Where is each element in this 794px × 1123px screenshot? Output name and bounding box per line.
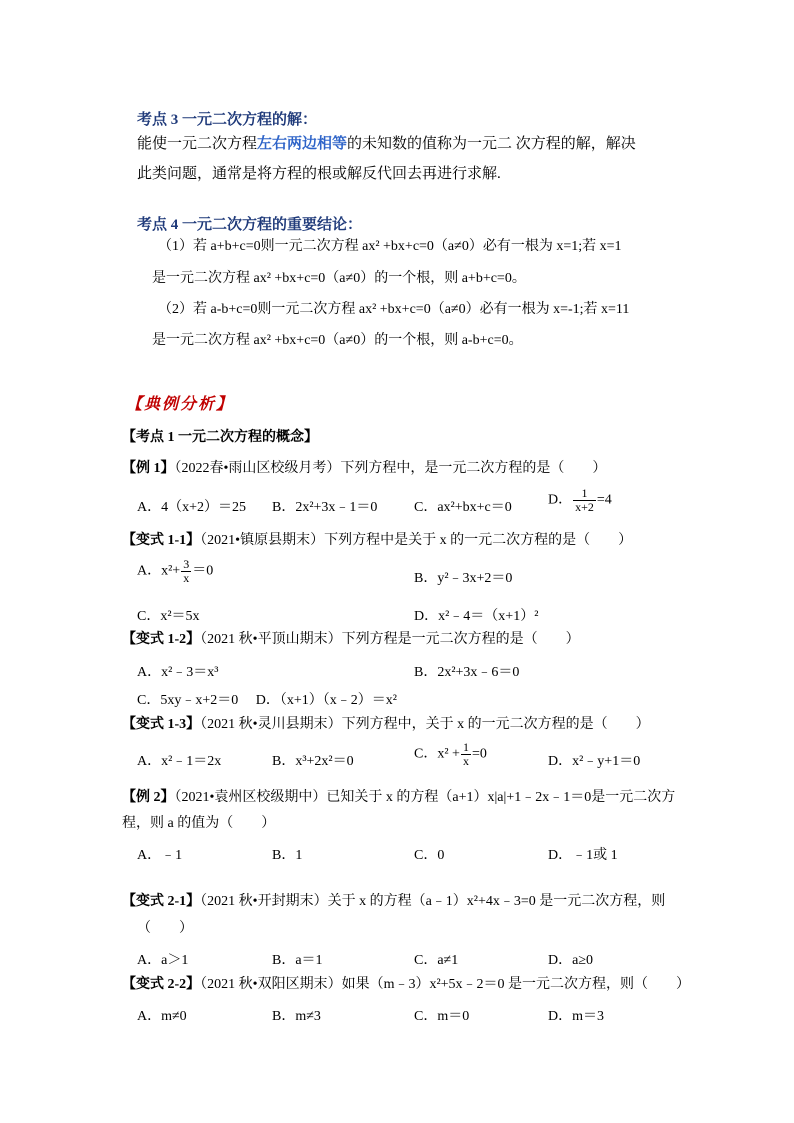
ex2-option-b: B．1 [272,848,303,863]
v13-option-c [414,741,487,768]
v11-option-d: D．x²﹣4＝（x+1）² [414,609,539,624]
v11-stem: （2021•镇原县期末）下列方程中是关于 x 的一元二次方程的是（ ） [200,533,633,548]
kp3-highlight: 左右两边相等 [257,136,348,152]
v13-c-fraction [461,741,471,768]
v11-a-fraction [181,558,191,585]
ex1-d-den: x+2 [575,500,594,514]
v22-option-d: D．m＝3 [548,1009,604,1024]
v12-question [122,633,580,647]
v22-option-c: C．m＝0 [414,1009,470,1024]
ex1-tag: 【例 1】 [122,461,175,476]
v21-question-line1 [122,895,665,909]
ex2-tag: 【例 2】 [122,790,175,805]
ex2-option-d: D．﹣1或 1 [548,848,618,863]
ex1-d-post: =4 [596,492,612,508]
kp3-line1 [137,137,636,152]
v11-option-c: C．x²＝5x [137,609,200,624]
ex1-d-fraction [573,487,596,514]
kp1-title: 【考点 1 一元二次方程的概念】 [122,430,318,445]
v13-c-num: 1 [462,740,469,754]
v21-option-d: D．a≥0 [548,953,594,968]
ex2-option-a: A．﹣1 [137,848,183,863]
ex1-option-b: B．2x²+3x﹣1＝0 [272,500,378,515]
section-title: 【典例分析】 [126,394,235,413]
v13-option-d: D．x²﹣y+1＝0 [548,754,641,769]
kp4-c1-line2: 是一元二次方程 ax² +bx+c=0（a≠0）的一个根，则 a+b+c=0。 [152,271,526,286]
v11-option-a [137,558,213,585]
v13-tag: 【变式 1-3】 [122,717,201,732]
v12-option-a: A．x²﹣3＝x³ [137,665,219,680]
v13-question [122,718,650,732]
ex2-question-line2: 程，则 a 的值为（ ） [122,816,276,831]
v21-stem1: （2021 秋•开封期末）关于 x 的方程（a﹣1）x²+4x﹣3=0 是一元二次方程，则 [200,894,666,909]
kp4-c2-line1: （2）若 a-b+c=0则一元二次方程 ax² +bx+c=0（a≠0）必有一根为 x=-1;若 x=11 [158,302,630,317]
v22-stem: （2021 秋•双阳区期末）如果（m﹣3）x²+5x﹣2＝0 是一元二次方程，则（ ） [200,977,691,992]
v12-stem: （2021 秋•平顶山期末）下列方程是一元二次方程的是（ ） [200,632,580,647]
kp4-title: 考点 4 一元二次方程的重要结论： [137,217,363,233]
v11-option-b: B．y²﹣3x+2＝0 [414,571,513,586]
ex2-option-c: C．0 [414,848,445,863]
v22-option-b: B．m≠3 [272,1009,321,1024]
v12-option-b: B．2x²+3x﹣6＝0 [414,665,520,680]
ex1-stem: （2022春•雨山区校级月考）下列方程中，是一元二次方程的是（ ） [174,461,607,476]
ex1-option-d [548,487,612,514]
kp4-c1-line1: （1）若 a+b+c=0则一元二次方程 ax² +bx+c=0（a≠0）必有一根为 x=1;若 x=1 [158,239,622,254]
kp3-line1-a: 能使一元二次方程 [137,136,258,152]
v12-tag: 【变式 1-2】 [122,632,201,647]
v13-c-post: =0 [471,746,487,762]
v11-a-den: x [183,571,190,585]
ex1-question [122,462,606,476]
v11-a-label: A．x²+ [137,563,181,579]
v22-question [122,978,690,992]
kp4-c2-line2: 是一元二次方程 ax² +bx+c=0（a≠0）的一个根，则 a-b+c=0。 [152,333,523,348]
v13-stem: （2021 秋•灵川县期末）下列方程中，关于 x 的一元二次方程的是（ ） [200,717,650,732]
kp3-line1-b: 的未知数的值称为一元二 次方程的解，解决 [347,136,636,152]
v21-option-a: A．a＞1 [137,953,189,968]
ex2-stem1: （2021•袁州区校级期中）已知关于 x 的方程（a+1）x|a|+1﹣2x﹣1＝0是一元二次方 [174,790,676,805]
kp3-title: 考点 3 一元二次方程的解： [137,112,318,128]
ex1-d-num: 1 [573,487,596,501]
v13-option-a: A．x²﹣1＝2x [137,754,222,769]
ex1-option-c: C．ax²+bx+c＝0 [414,500,512,515]
v21-tag: 【变式 2-1】 [122,894,201,909]
kp3-line2: 此类问题，通常是将方程的根或解反代回去再进行求解. [137,166,501,182]
v12-option-cd: C．5xy﹣x+2＝0 D．（x+1）（x﹣2）＝x² [137,693,397,708]
v22-option-a: A．m≠0 [137,1009,187,1024]
v13-option-b: B．x³+2x²＝0 [272,754,354,769]
ex1-d-label: D． [548,492,573,508]
v13-c-den: x [462,754,469,768]
ex1-option-a: A．4（x+2）＝25 [137,500,247,515]
v13-c-label: C．x² + [414,746,460,762]
v11-a-num: 3 [183,557,190,571]
v21-question-line2: （ ） [137,921,193,936]
v11-question [122,534,632,548]
ex2-question-line1 [122,791,675,805]
v11-tag: 【变式 1-1】 [122,533,201,548]
v22-tag: 【变式 2-2】 [122,977,201,992]
v11-a-post: ＝0 [192,563,214,579]
v21-option-b: B．a＝1 [272,953,323,968]
v21-option-c: C．a≠1 [414,953,459,968]
